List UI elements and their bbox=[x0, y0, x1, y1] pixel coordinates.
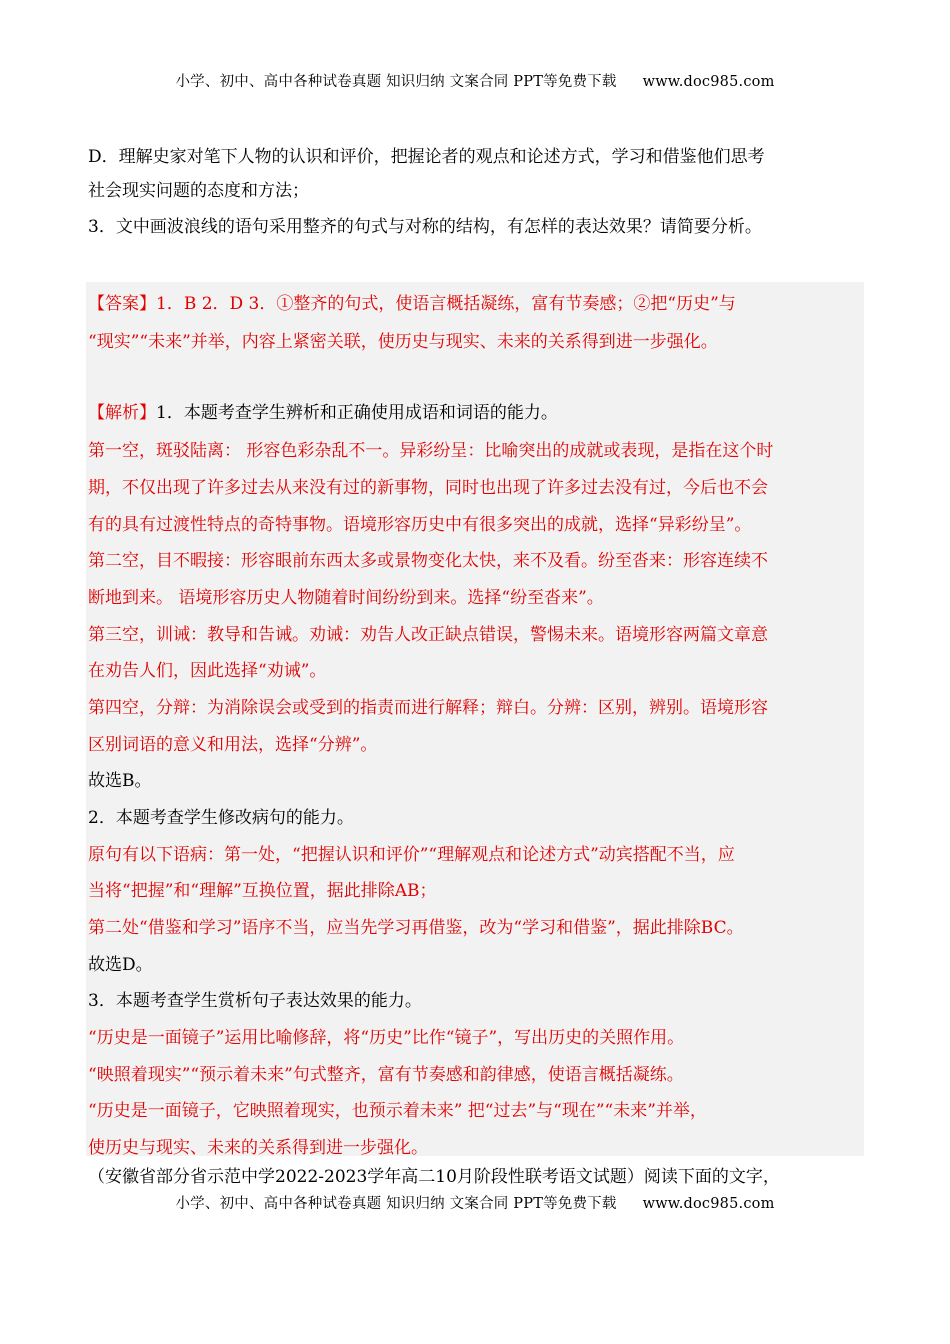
analysis-item2-line: 原句有以下语病：第一处，“把握认识和评价”“理解观点和论述方式”动宾搭配不当，应 bbox=[88, 845, 735, 865]
footer-text: 小学、初中、高中各种试卷真题 知识归纳 文案合同 PPT等免费下载 bbox=[175, 1196, 617, 1212]
analysis-label: 【解析】 bbox=[88, 403, 156, 423]
analysis-item1-line: 在劝告人们，因此选择“劝诫”。 bbox=[88, 661, 327, 681]
answer-label: 【答案】 bbox=[88, 294, 156, 314]
analysis-item2-line: 第二处“借鉴和学习”语序不当，应当先学习再借鉴，改为“学习和借鉴”，据此排除BC。 bbox=[88, 918, 744, 938]
analysis-item1-title: 1．本题考查学生辨析和正确使用成语和词语的能力。 bbox=[156, 403, 558, 423]
next-question-source: （安徽省部分省示范中学2022-2023学年高二10月阶段性联考语文试题）阅读下面的文字， bbox=[88, 1167, 780, 1187]
header-text: 小学、初中、高中各种试卷真题 知识归纳 文案合同 PPT等免费下载 bbox=[175, 74, 617, 90]
analysis-item1-line: 有的具有过渡性特点的奇特事物。语境形容历史中有很多突出的成就，选择“异彩纷呈”。 bbox=[88, 515, 752, 535]
footer-site-link[interactable]: www.doc985.com bbox=[642, 1196, 775, 1212]
question-3: 3．文中画波浪线的语句采用整齐的句式与对称的结构，有怎样的表达效果？请简要分析。 bbox=[88, 217, 762, 237]
analysis-item3-title: 3．本题考查学生赏析句子表达效果的能力。 bbox=[88, 991, 422, 1011]
header-site-link[interactable]: www.doc985.com bbox=[642, 74, 775, 90]
analysis-item2-conclusion: 故选D。 bbox=[88, 955, 153, 975]
analysis-header bbox=[88, 398, 864, 423]
analysis-item2-title: 2．本题考查学生修改病句的能力。 bbox=[88, 808, 354, 828]
answer-line-1 bbox=[88, 289, 864, 314]
option-d-line-2: 社会现实问题的态度和方法； bbox=[88, 181, 309, 201]
answer-text-1: 1．B 2．D 3．①整齐的句式，使语言概括凝练，富有节奏感；②把“历史”与 bbox=[156, 294, 736, 314]
analysis-item2-line: 当将“把握”和“理解”互换位置，据此排除AB； bbox=[88, 881, 437, 901]
analysis-item1-line: 第三空，训诫：教导和告诫。劝诫：劝告人改正缺点错误，警惕未来。语境形容两篇文章意 bbox=[88, 625, 768, 645]
analysis-item3-line: “历史是一面镜子”运用比喻修辞，将“历史”比作“镜子”，写出历史的关照作用。 bbox=[88, 1028, 685, 1048]
analysis-item1-line: 区别词语的意义和用法，选择“分辨”。 bbox=[88, 735, 378, 755]
analysis-item1-line: 期，不仅出现了许多过去从来没有过的新事物，同时也出现了许多过去没有过，今后也不会 bbox=[88, 478, 768, 498]
analysis-item1-conclusion: 故选B。 bbox=[88, 771, 152, 791]
page-footer bbox=[0, 1192, 950, 1213]
answer-line-2: “现实”“未来”并举，内容上紧密关联，使历史与现实、未来的关系得到进一步强化。 bbox=[88, 332, 718, 352]
analysis-item3-line: 使历史与现实、未来的关系得到进一步强化。 bbox=[88, 1138, 428, 1158]
page-header bbox=[0, 70, 950, 91]
analysis-item1-line: 断地到来。 语境形容历史人物随着时间纷纷到来。选择“纷至沓来”。 bbox=[88, 588, 604, 608]
option-d-line-1: D．理解史家对笔下人物的认识和评价，把握论者的观点和论述方式，学习和借鉴他们思考 bbox=[88, 147, 765, 167]
analysis-item1-line: 第一空，斑驳陆离： 形容色彩杂乱不一。异彩纷呈：比喻突出的成就或表现，是指在这个时 bbox=[88, 441, 774, 461]
analysis-item1-line: 第二空，目不暇接：形容眼前东西太多或景物变化太快，来不及看。纷至沓来：形容连续不 bbox=[88, 551, 768, 571]
analysis-item1-line: 第四空，分辩：为消除误会或受到的指责而进行解释；辩白。分辨：区别，辨别。语境形容 bbox=[88, 698, 768, 718]
analysis-item3-line: “映照着现实”“预示着未来”句式整齐，富有节奏感和韵律感，使语言概括凝练。 bbox=[88, 1065, 684, 1085]
analysis-item3-line: “历史是一面镜子，它映照着现实，也预示着未来” 把“过去”与“现在”“未来”并举， bbox=[88, 1101, 707, 1121]
